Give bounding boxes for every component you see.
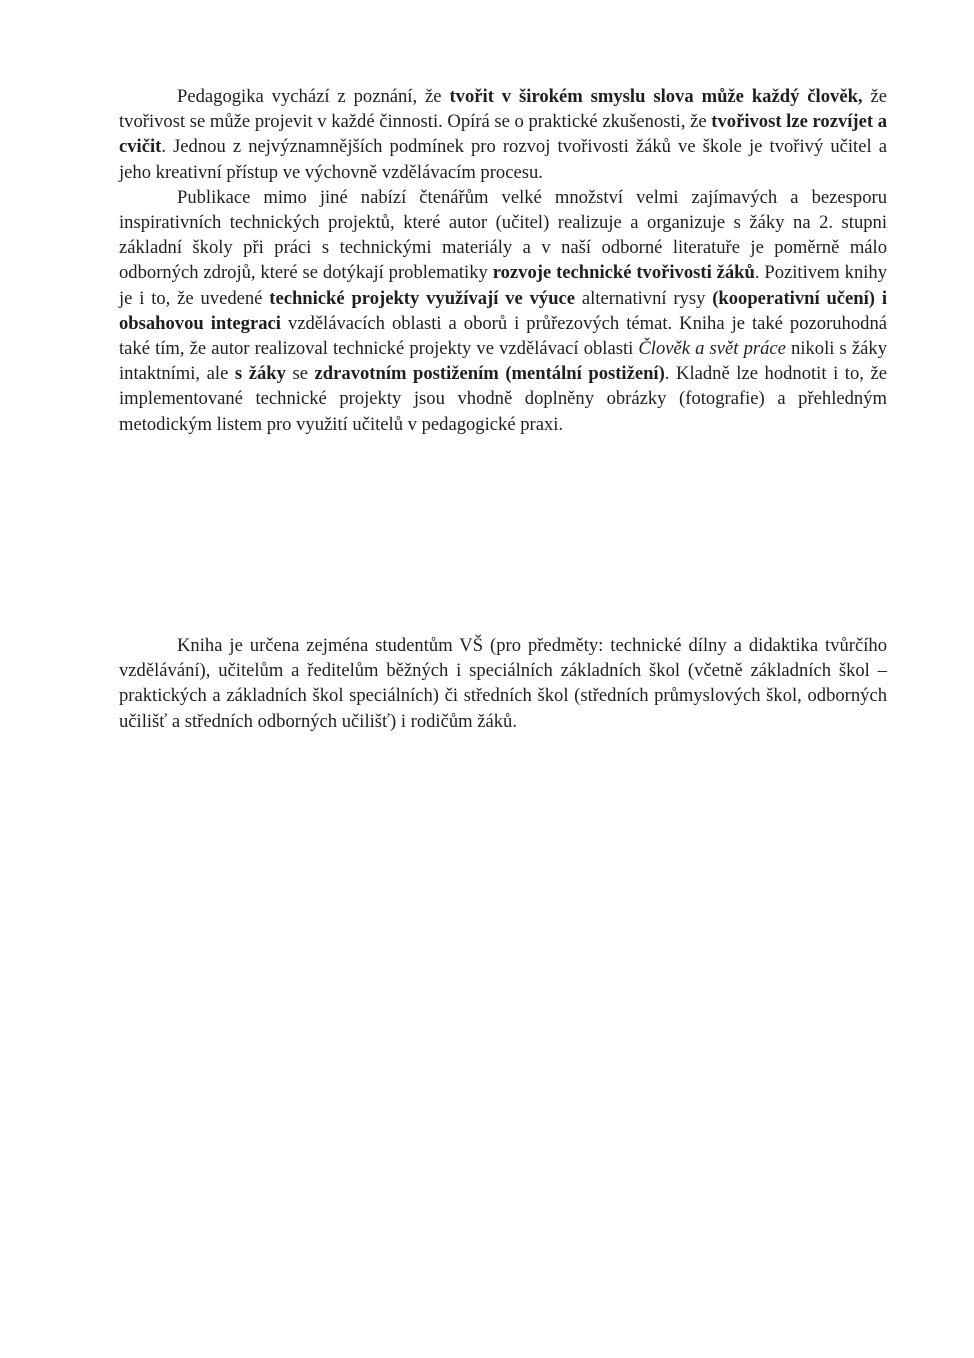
bold-run: tvořivost lze rozvíjet a cvičit	[119, 111, 887, 158]
paragraph-target-audience: Kniha je určena zejména studentům VŠ (pro předměty: technické dílny a didaktika tvůrčího vzdělávání), učitelům a ředitelům běžných i speciálních základních škol (včetně základních škol – praktických a základních škol speciálních) či středních škol (středních průmyslových škol, odborných učilišť a středních odborných učilišť) i rodičům žáků.	[119, 635, 887, 732]
text-run: . Pozitivem knihy je i to, že uvedené	[119, 262, 888, 309]
text-run: že tvořivost se může projevit v každé činnosti. Opírá se o praktické zkušenosti, že	[119, 86, 887, 133]
text-run: . Kladně lze hodnotit i to, že implementované technické projekty jsou vhodně doplněny obrázky (fotografie) a přehledným metodickým listem pro využití učitelů v pedagogické praxi.	[119, 363, 887, 435]
text-run: vzdělávacích oblasti a oborů i průřezových témat. Kniha je také pozoruhodná také tím, že autor realizoval technické projekty ve vzdělávací oblasti	[119, 312, 887, 360]
bold-run: zdravotním postižením (mentální postižení)	[314, 363, 665, 385]
bold-run: (kooperativní učení) i obsahovou integraci	[119, 287, 887, 334]
text-run: Publikace mimo jiné nabízí čtenářům velké množství velmi zajímavých a bezesporu inspirativních technických projektů, které autor (učitel) realizuje a organizuje s žáky na 2. stupni základní školy při práci s technickými materiály a v naší odborné literatuře je poměrně málo odborných zdrojů, které se dotýkají problematiky	[119, 186, 887, 284]
paragraph-publication-review	[119, 185, 887, 437]
italic-run: Člověk a svět práce	[638, 338, 786, 360]
text-run: nikoli s žáky intaktními, ale	[119, 338, 887, 385]
text-run: se	[285, 363, 315, 385]
paragraph-creativity-principles	[119, 84, 887, 185]
text-run: . Jednou z nejvýznamnějších podmínek pro rozvoj tvořivosti žáků ve škole je tvořivý učitel a jeho kreativní přístup ve výchovně vzdělávacím procesu.	[119, 136, 887, 183]
audience-text-section	[119, 633, 887, 734]
bold-run: tvořit v širokém smyslu slova může každý člověk,	[449, 86, 863, 107]
bold-run: technické projekty využívají ve výuce	[269, 287, 576, 309]
bold-run: s žáky	[234, 363, 286, 385]
text-run: Pedagogika vychází z poznání, že	[177, 86, 450, 107]
text-run: alternativní rysy	[575, 287, 713, 309]
review-text-section	[119, 84, 887, 437]
bold-run: rozvoje technické tvořivosti žáků	[492, 262, 755, 284]
